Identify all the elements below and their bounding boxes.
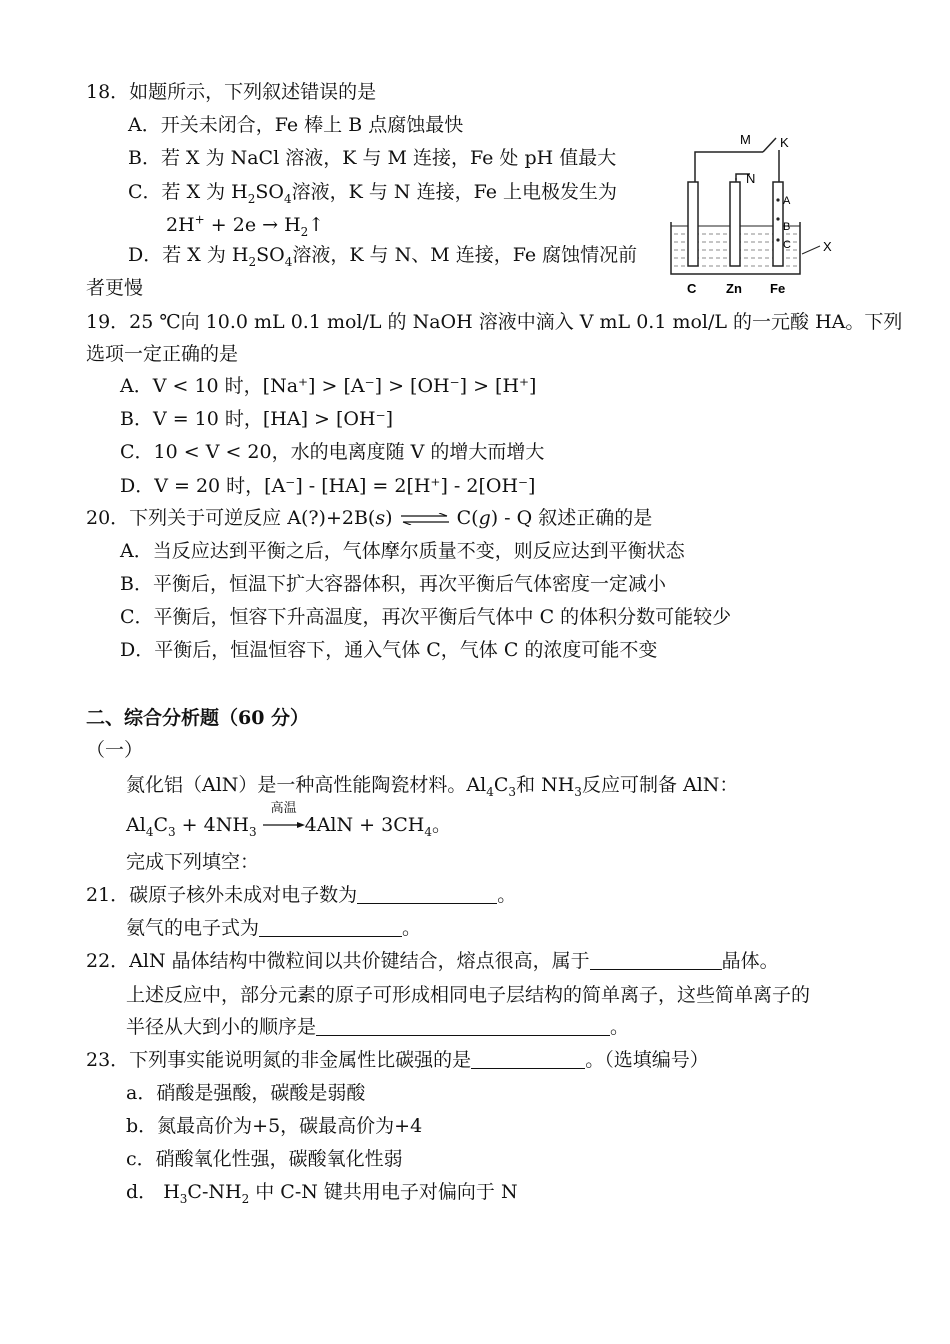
label-k: K <box>780 135 789 150</box>
q18-option-d: D．若 X 为 $H_2SO_4$溶液，K 与 N、M 连接，Fe 腐蚀情况前 <box>128 244 638 269</box>
q20-option-a: A．当反应达到平衡之后，气体摩尔质量不变，则反应达到平衡状态 <box>120 540 685 562</box>
q22-line1: 22．AlN 晶体结构中微粒间以共价键结合，熔点很高，属于 晶体。 <box>86 950 779 972</box>
label-b: B <box>783 221 791 233</box>
section-2-intro: 氮化铝（AlN）是一种高性能陶瓷材料。$Al_4C_3$和 $NH_3$反应可制备 AlN： <box>126 774 739 799</box>
q18-option-a: A．开关未闭合，Fe 棒上 B 点腐蚀最快 <box>128 114 464 136</box>
q21-line1: 21．碳原子核外未成对电子数为 。 <box>86 884 517 906</box>
q23-option-b: b．氮最高价为+5，碳最高价为+4 <box>126 1115 423 1137</box>
switch-k <box>763 138 776 152</box>
electrode-fe <box>773 182 783 266</box>
q19-stem-line2: 选项一定正确的是 <box>86 343 239 365</box>
label-a: A <box>783 195 791 207</box>
q20-option-b: B．平衡后，恒温下扩大容器体积，再次平衡后气体密度一定减小 <box>120 573 666 595</box>
q20-option-d: D．平衡后，恒温恒容下，通入气体 C，气体 C 的浓度可能不变 <box>120 639 658 661</box>
q18-option-c: C．若 X 为 $H_2SO_4$溶液，K 与 N 连接，Fe 上电极发生为 <box>128 181 618 206</box>
q21-answer-blank-1[interactable] <box>357 883 497 904</box>
q19-option-d: D．V = 20 时，[A⁻] - [HA] = 2[H⁺] - 2[OH⁻] <box>120 475 536 497</box>
label-c: C <box>687 281 697 296</box>
q19-stem-line1: 19．25 ℃向 10.0 mL 0.1 mol/L 的 NaOH 溶液中滴入 V mL 0.1 mol/L 的一元酸 HA。下列 <box>86 311 903 333</box>
q22-line2: 上述反应中，部分元素的原子可形成相同电子层结构的简单离子，这些简单离子的 <box>126 984 811 1006</box>
electrode-zn <box>730 182 740 266</box>
q22-answer-blank-1[interactable] <box>590 949 722 970</box>
q23-answer-blank[interactable] <box>471 1048 585 1069</box>
q23-option-d: d． $H_3C-NH_2$ 中 C-N 键共用电子对偏向于 N <box>126 1181 518 1206</box>
label-m: M <box>740 132 751 147</box>
section-2-part-1: （一） <box>86 739 144 761</box>
electrode-c <box>688 182 698 266</box>
q18-stem: 18．如题所示，下列叙述错误的是 <box>86 81 377 103</box>
label-c-point: C <box>783 239 791 251</box>
section-2-title: 二、综合分析题（60 分） <box>86 707 310 729</box>
electrochemical-cell-figure <box>668 130 848 300</box>
q23-option-a: a．硝酸是强酸，碳酸是弱酸 <box>126 1082 366 1104</box>
label-n: N <box>746 171 756 186</box>
q21-line2: 氨气的电子式为 。 <box>126 917 422 939</box>
section-2-equation: $Al_4C_3 + 4NH_3$ 高温 $4AlN + 3CH_4$。 <box>126 801 451 839</box>
q21-answer-blank-2[interactable] <box>259 916 402 937</box>
q22-line3: 半径从大到小的顺序是 。 <box>126 1016 630 1038</box>
reaction-arrow-icon: 高温 <box>263 813 305 833</box>
equilibrium-arrow-icon <box>399 513 451 525</box>
q23-option-c: c．硝酸氧化性强，碳酸氧化性弱 <box>126 1148 403 1170</box>
label-zn: Zn <box>726 281 742 296</box>
q20-option-c: C．平衡后，恒容下升高温度，再次平衡后气体中 C 的体积分数可能较少 <box>120 606 732 628</box>
q19-option-a: A．V < 10 时，[Na⁺] > [A⁻] > [OH⁻] > [H⁺] <box>120 375 537 397</box>
label-x: X <box>823 239 832 254</box>
q22-answer-blank-2[interactable] <box>316 1015 610 1036</box>
q18-option-d-cont: 者更慢 <box>86 277 144 299</box>
q23-stem: 23．下列事实能说明氮的非金属性比碳强的是 。（选填编号） <box>86 1049 709 1071</box>
q19-option-c: C．10 < V < 20，水的电离度随 V 的增大而增大 <box>120 441 545 463</box>
label-fe: Fe <box>770 281 786 296</box>
q20-stem: 20．下列关于可逆反应 A(?)+2B(s) C(g) - Q 叙述正确的是 <box>86 507 653 529</box>
section-2-fill-instruction: 完成下列填空： <box>126 851 260 873</box>
q18-option-c-equation: $2H^+ + 2e \to H_2↑$ <box>166 212 325 239</box>
q18-option-b: B．若 X 为 NaCl 溶液，K 与 M 连接，Fe 处 pH 值最大 <box>128 147 617 169</box>
q19-option-b: B．V = 10 时，[HA] > [OH⁻] <box>120 408 394 430</box>
